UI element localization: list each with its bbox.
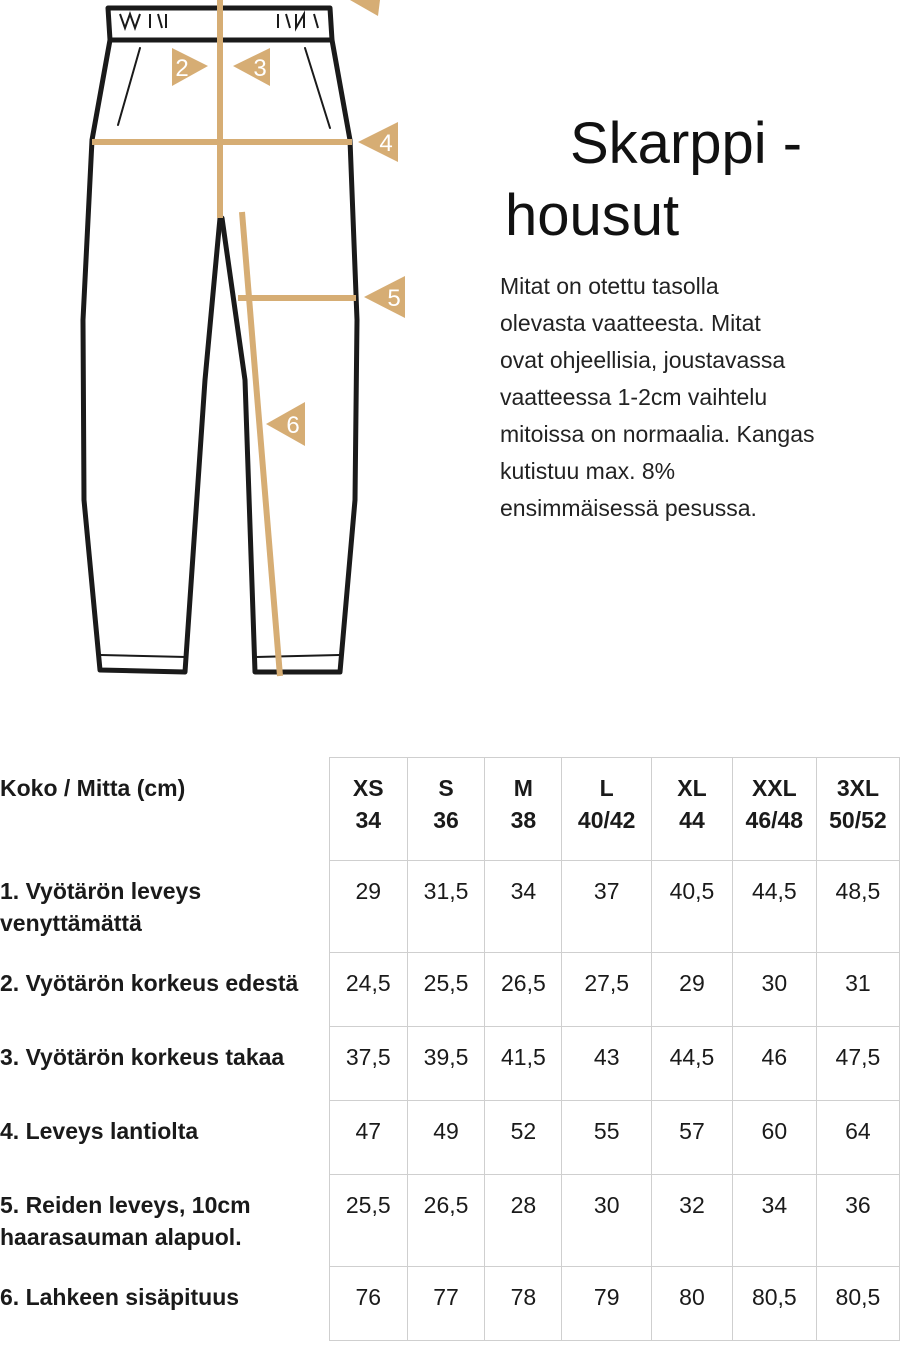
note-line: vaatteessa 1-2cm vaihtelu — [500, 384, 768, 410]
table-cell: 77 — [407, 1267, 485, 1341]
table-cell: 32 — [652, 1175, 733, 1267]
left-leg-outline — [83, 40, 220, 672]
table-cell: 78 — [485, 1267, 562, 1341]
table-cell: 41,5 — [485, 1027, 562, 1101]
marker-labels — [175, 55, 400, 439]
size-header-m — [485, 758, 562, 861]
left-hem-line — [101, 655, 186, 657]
row-label-line: haarasauman alapuol. — [0, 1223, 242, 1250]
row-label-line: venyttämättä — [0, 909, 142, 936]
row-label-line: 1. Vyötärön leveys — [0, 877, 202, 904]
table-cell: 30 — [732, 953, 816, 1027]
note-line: ensimmäisessä pesussa. — [500, 495, 757, 521]
size-eu: 34 — [355, 807, 382, 833]
row-label-line: 2. Vyötärön korkeus edestä — [0, 969, 299, 996]
table-cell: 24,5 — [329, 953, 407, 1027]
page-title — [505, 108, 885, 252]
table-cell: 36 — [816, 1175, 899, 1267]
size-eu: 50/52 — [829, 807, 887, 833]
table-cell: 27,5 — [562, 953, 652, 1027]
right-leg-outline — [222, 40, 357, 672]
table-cell: 47 — [329, 1101, 407, 1175]
size-name: XS — [352, 775, 384, 801]
table-cell: 26,5 — [485, 953, 562, 1027]
table-cell: 80,5 — [816, 1267, 899, 1341]
table-cell: 25,5 — [329, 1175, 407, 1267]
table-row — [0, 1267, 900, 1341]
table-cell: 30 — [562, 1175, 652, 1267]
table-cell: 26,5 — [407, 1175, 485, 1267]
size-header-xs — [329, 758, 407, 861]
table-row — [0, 861, 900, 953]
size-header-xl — [652, 758, 733, 861]
table-cell: 55 — [562, 1101, 652, 1175]
table-cell: 60 — [732, 1101, 816, 1175]
row-label-line: 6. Lahkeen sisäpituus — [0, 1283, 240, 1310]
size-table — [0, 757, 900, 1341]
row-label — [0, 1267, 329, 1341]
note-line: Mitat on otettu tasolla — [500, 273, 719, 299]
size-name: 3XL — [836, 775, 880, 801]
table-cell: 31,5 — [407, 861, 485, 953]
title-line-2: housut — [505, 183, 680, 248]
marker-1-arrow-partial — [350, 0, 380, 16]
size-header-l — [562, 758, 652, 861]
size-name: XL — [677, 775, 707, 801]
trousers-measurement-diagram — [0, 0, 520, 700]
note-line: ovat ohjeellisia, joustavassa — [500, 347, 786, 373]
note-line: kutistuu max. 8% — [500, 458, 676, 484]
table-cell: 44,5 — [732, 861, 816, 953]
table-cell: 37,5 — [329, 1027, 407, 1101]
size-eu: 38 — [510, 807, 537, 833]
table-cell: 28 — [485, 1175, 562, 1267]
table-cell: 40,5 — [652, 861, 733, 953]
table-cell: 29 — [329, 861, 407, 953]
row-label — [0, 953, 329, 1027]
table-cell: 29 — [652, 953, 733, 1027]
size-eu: 44 — [679, 807, 705, 833]
elastic-mark-right — [278, 14, 318, 28]
table-cell: 34 — [485, 861, 562, 953]
table-cell: 39,5 — [407, 1027, 485, 1101]
table-cell: 80 — [652, 1267, 733, 1341]
row-label — [0, 861, 329, 953]
marker-3-label: 3 — [253, 55, 267, 82]
table-cell: 37 — [562, 861, 652, 953]
size-name: XXL — [751, 775, 797, 801]
marker-2-label: 2 — [175, 55, 189, 82]
table-corner-label: Koko / Mitta (cm) — [0, 774, 186, 801]
title-line-1: Skarppi - — [570, 111, 803, 176]
note-line: olevasta vaatteesta. Mitat — [500, 310, 761, 336]
table-cell: 34 — [732, 1175, 816, 1267]
size-header-xxl — [732, 758, 816, 861]
table-cell: 52 — [485, 1101, 562, 1175]
row-label — [0, 1175, 329, 1267]
row-label-line: 5. Reiden leveys, 10cm — [0, 1191, 251, 1218]
size-name: S — [438, 775, 454, 801]
size-eu: 40/42 — [577, 807, 636, 833]
marker-6-label: 6 — [286, 412, 300, 439]
table-cell: 43 — [562, 1027, 652, 1101]
table-row — [0, 1101, 900, 1175]
marker-4-label: 4 — [379, 130, 393, 157]
size-eu: 46/48 — [745, 807, 804, 833]
table-cell: 46 — [732, 1027, 816, 1101]
note-line: mitoissa on normaalia. Kangas — [500, 421, 815, 447]
elastic-mark-left — [120, 14, 166, 28]
row-label-line: 3. Vyötärön korkeus takaa — [0, 1043, 285, 1070]
table-cell: 79 — [562, 1267, 652, 1341]
table-cell: 25,5 — [407, 953, 485, 1027]
table-cell: 80,5 — [732, 1267, 816, 1341]
size-header-s — [407, 758, 485, 861]
table-cell: 76 — [329, 1267, 407, 1341]
right-hem-line — [256, 655, 339, 657]
size-name: L — [599, 775, 614, 801]
table-header-row — [0, 758, 900, 861]
marker-5-label: 5 — [387, 285, 401, 312]
table-cell: 57 — [652, 1101, 733, 1175]
row-label-line: 4. Leveys lantiolta — [0, 1117, 199, 1144]
measurement-note — [500, 268, 870, 527]
measurement-lines — [92, 0, 356, 676]
row-label — [0, 1101, 329, 1175]
table-cell: 31 — [816, 953, 899, 1027]
table-cell: 64 — [816, 1101, 899, 1175]
table-row — [0, 953, 900, 1027]
size-eu: 36 — [433, 807, 459, 833]
size-name: M — [513, 775, 533, 801]
table-row — [0, 1175, 900, 1267]
right-pocket-line — [305, 48, 330, 128]
table-cell: 47,5 — [816, 1027, 899, 1101]
table-row — [0, 1027, 900, 1101]
left-pocket-line — [118, 48, 140, 125]
size-header-3xl — [816, 758, 899, 861]
table-cell: 44,5 — [652, 1027, 733, 1101]
row-label — [0, 1027, 329, 1101]
table-cell: 48,5 — [816, 861, 899, 953]
table-cell: 49 — [407, 1101, 485, 1175]
